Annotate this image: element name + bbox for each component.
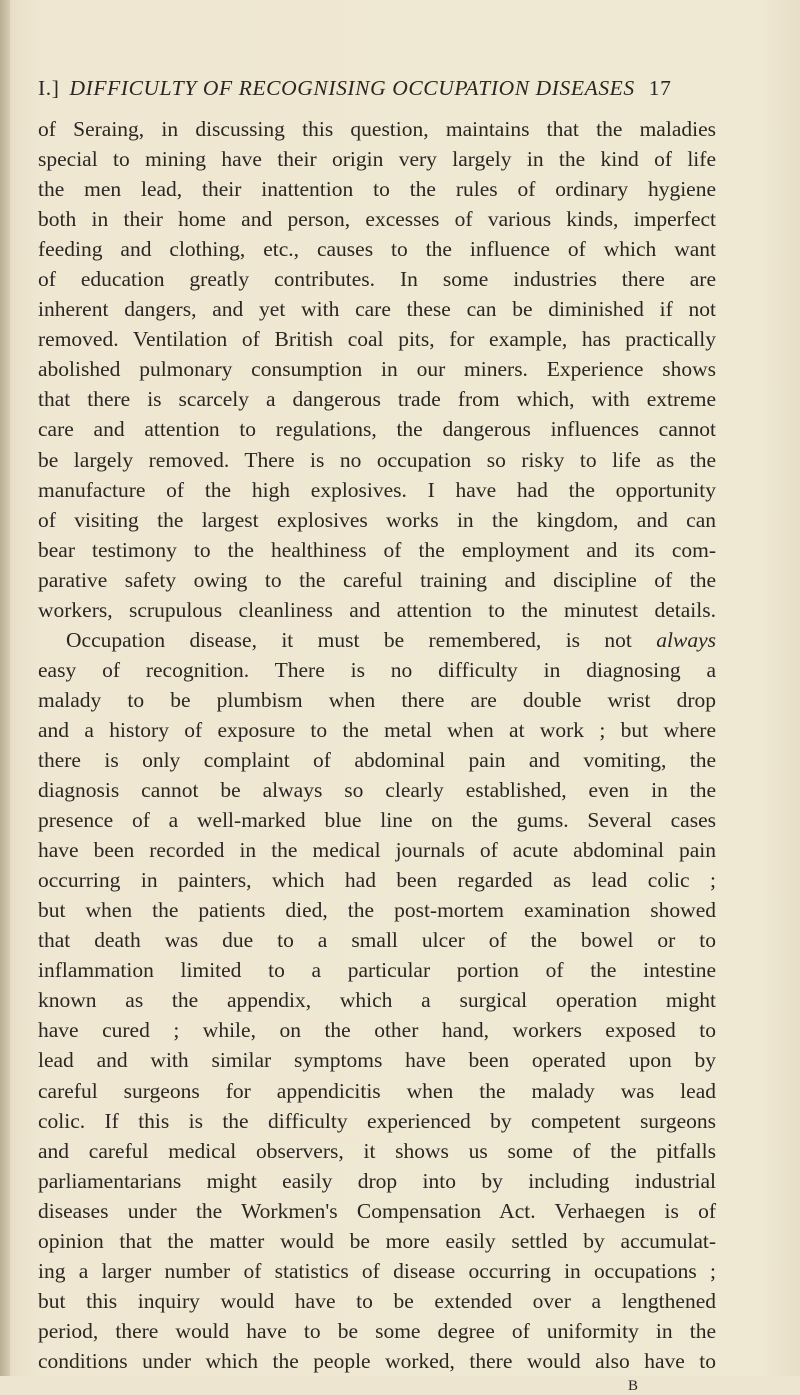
text-line: parliamentarians might easily drop into by including industrial — [38, 1168, 716, 1193]
text-line: inherent dangers, and yet with care these can be diminished if not — [38, 297, 716, 322]
text-line: that there is scarcely a dangerous trade from which, with extreme — [38, 387, 716, 412]
text-line: of education greatly contributes. In some industries there are — [38, 267, 716, 292]
text-line: of visiting the largest explosives works in the kingdom, and can — [38, 507, 716, 532]
text-line: opinion that the matter would be more easily settled by accumulat- — [38, 1228, 716, 1253]
text-line: diagnosis cannot be always so clearly established, even in the — [38, 778, 716, 803]
text-line: and a history of exposure to the metal when at work ; but where — [38, 717, 716, 742]
text-line: special to mining have their origin very largely in the kind of life — [38, 147, 716, 172]
text-line: parative safety owing to the careful training and discipline of the — [38, 567, 716, 592]
text-line: that death was due to a small ulcer of the bowel or to — [38, 928, 716, 953]
text-line: workers, scrupulous cleanliness and attention to the minutest details. — [38, 597, 716, 622]
text-line: easy of recognition. There is no difficulty in diagnosing a — [38, 657, 716, 682]
text-line: removed. Ventilation of British coal pits, for example, has practically — [38, 327, 716, 352]
text-line: have cured ; while, on the other hand, workers exposed to — [38, 1018, 716, 1043]
text-line: but this inquiry would have to be extended over a lengthened — [38, 1288, 716, 1313]
text-line: occurring in painters, which had been regarded as lead colic ; — [38, 868, 716, 893]
text-line: malady to be plumbism when there are double wrist drop — [38, 687, 716, 712]
text-line: of Seraing, in discussing this question, maintains that the maladies — [38, 117, 716, 141]
text-line: care and attention to regulations, the dangerous influences cannot — [38, 417, 716, 442]
text-line: diseases under the Workmen's Compensation Act. Verhaegen is of — [38, 1198, 716, 1223]
page-number: 17 — [648, 76, 672, 100]
running-head — [38, 74, 738, 102]
text-line: conditions under which the people worked, there would also have to — [38, 1348, 716, 1373]
text-line: colic. If this is the difficulty experienced by competent surgeons — [38, 1108, 716, 1133]
text-line: be largely removed. There is no occupation so risky to life as the — [38, 447, 716, 472]
text-line: but when the patients died, the post-mortem examination showed — [38, 898, 716, 923]
chapter-number: I.] — [38, 76, 60, 100]
text-line: there is only complaint of abdominal pain and vomiting, the — [38, 747, 716, 772]
body-text — [38, 114, 716, 1376]
text-line: period, there would have to be some degree of uniformity in the — [38, 1318, 716, 1343]
paragraph-lead-text: Occupation disease, it must be remembered, is not — [66, 627, 632, 652]
signature-mark: B — [628, 1378, 640, 1394]
text-line: bear testimony to the healthiness of the employment and its com- — [38, 537, 716, 562]
text-line: manufacture of the high explosives. I have had the opportunity — [38, 477, 716, 502]
text-line: presence of a well-marked blue line on the gums. Several cases — [38, 808, 716, 833]
emphasis-text: always — [656, 627, 717, 652]
page-binding-edge — [0, 0, 10, 1376]
text-line: known as the appendix, which a surgical operation might — [38, 988, 716, 1013]
text-line: lead and with similar symptoms have been operated upon by — [38, 1048, 716, 1073]
text-line: and careful medical observers, it shows us some of the pitfalls — [38, 1138, 716, 1163]
text-line: ing a larger number of statistics of disease occurring in occupations ; — [38, 1258, 716, 1283]
text-line: the men lead, their inattention to the rules of ordinary hygiene — [38, 177, 716, 202]
text-line: careful surgeons for appendicitis when the malady was lead — [38, 1078, 716, 1103]
text-line: feeding and clothing, etc., causes to the influence of which want — [38, 237, 716, 262]
text-line: abolished pulmonary consumption in our miners. Experience shows — [38, 357, 716, 382]
text-line: inflammation limited to a particular portion of the intestine — [38, 958, 716, 983]
running-title: DIFFICULTY OF RECOGNISING OCCUPATION DISEASES — [69, 76, 635, 100]
text-line: both in their home and person, excesses of various kinds, imperfect — [38, 207, 716, 232]
paragraph-opening-line — [38, 625, 716, 655]
text-line: have been recorded in the medical journals of acute abdominal pain — [38, 838, 716, 863]
